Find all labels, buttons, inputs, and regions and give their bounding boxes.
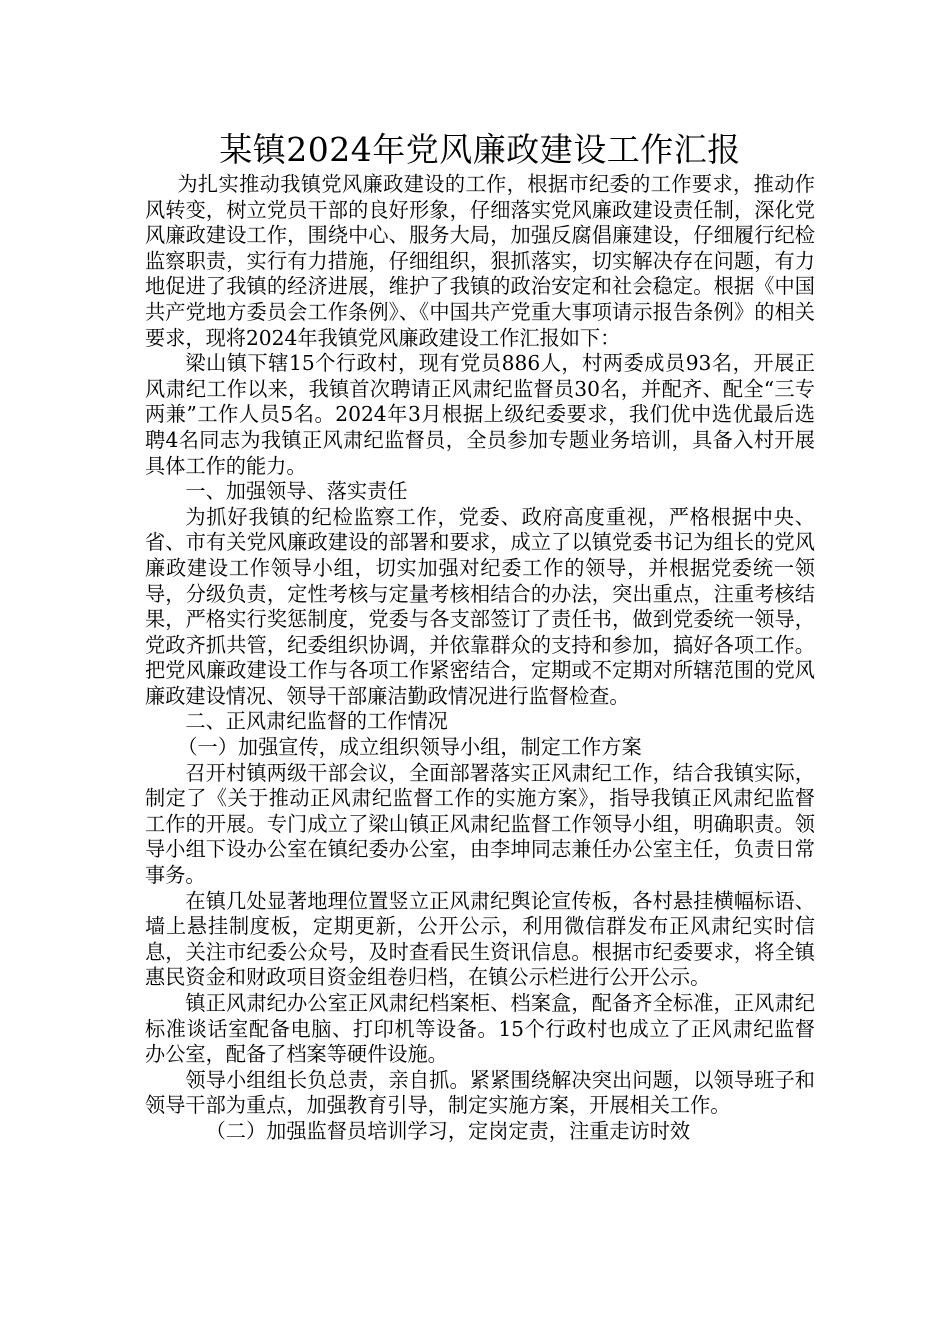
paragraph-intro: 为扎实推动我镇党风廉政建设的工作，根据市纪委的工作要求，推动作风转变，树立党员干部的良好形象，仔细落实党风廉政建设责任制，深化党风廉政建设工作，围绕中心、服务大局，加强反腐倡廉建设，仔细履行纪检监察职责，实行有力措施，仔细组织，狠抓落实，切实解决存在问题，有力地促进了我镇的经济进展，维护了我镇的政治安定和社会稳定。根据《中国共产党地方委员会工作条例》、《中国共产党重大事项请示报告条例》的相关要求，现将2024年我镇党风廉政建设工作汇报如下： bbox=[145, 172, 815, 350]
subsection-heading-1: （一）加强宣传，成立组织领导小组，制定工作方案 bbox=[177, 735, 642, 760]
paragraph-publicity: 在镇几处显著地理位置竖立正风肃纪舆论宣传板，各村悬挂横幅标语、墙上悬挂制度板，定期更新，公开公示，利用微信群发布正风肃纪实时信息，关注市纪委公众号，及时查看民生资讯信息。根据市纪委要求，将全镇惠民资金和财政项目资金组卷归档，在镇公示栏进行公开公示。 bbox=[145, 888, 815, 990]
document-title: 某镇2024年党风廉政建设工作汇报 bbox=[219, 130, 741, 169]
paragraph-leadership: 为抓好我镇的纪检监察工作，党委、政府高度重视，严格根据中央、省、市有关党风廉政建设的部署和要求，成立了以镇党委书记为组长的党风廉政建设工作领导小组，切实加强对纪委工作的领导，并根据党委统一领导，分级负责，定性考核与定量考核相结合的办法，突出重点，注重考核结果，严格实行奖惩制度，党委与各支部签订了责任书，做到党委统一领导，党政齐抓共管，纪委组织协调，并依靠群众的支持和参加，搞好各项工作。把党风廉政建设工作与各项工作紧密结合，定期或不定期对所辖范围的党风廉政建设情况、领导干部廉洁勤政情况进行监督检查。 bbox=[145, 504, 815, 708]
paragraph-office: 镇正风肃纪办公室正风肃纪档案柜、档案盒，配备齐全标准，正风肃纪标准谈话室配备电脑、打印机等设备。15个行政村也成立了正风肃纪监督办公室，配备了档案等硬件设施。 bbox=[145, 991, 815, 1067]
document-body bbox=[145, 172, 815, 1145]
section-heading-2: 二、正风肃纪监督的工作情况 bbox=[185, 709, 448, 734]
section-heading-1: 一、加强领导、落实责任 bbox=[185, 479, 408, 504]
paragraph-responsibility: 领导小组组长负总责，亲自抓。紧紧围绕解决突出问题，以领导班子和领导干部为重点，加强教育引导，制定实施方案，开展相关工作。 bbox=[145, 1067, 815, 1118]
document-page bbox=[145, 128, 815, 1145]
paragraph-overview: 梁山镇下辖15个行政村，现有党员886人，村两委成员93名，开展正风肃纪工作以来，我镇首次聘请正风肃纪监督员30名，并配齐、配全“三专两兼”工作人员5名。2024年3月根据上级纪委要求，我们优中选优最后选聘4名同志为我镇正风肃纪监督员，全员参加专题业务培训，具备入村开展具体工作的能力。 bbox=[145, 351, 815, 478]
subsection-heading-2: （二）加强监督员培训学习，定岗定责，注重走访时效 bbox=[205, 1118, 691, 1143]
paragraph-meeting: 召开村镇两级干部会议，全面部署落实正风肃纪工作，结合我镇实际，制定了《关于推动正风肃纪监督工作的实施方案》，指导我镇正风肃纪监督工作的开展。专门成立了梁山镇正风肃纪监督工作领导小组，明确职责。领导小组下设办公室在镇纪委办公室，由李坤同志兼任办公室主任，负责日常事务。 bbox=[145, 760, 815, 888]
